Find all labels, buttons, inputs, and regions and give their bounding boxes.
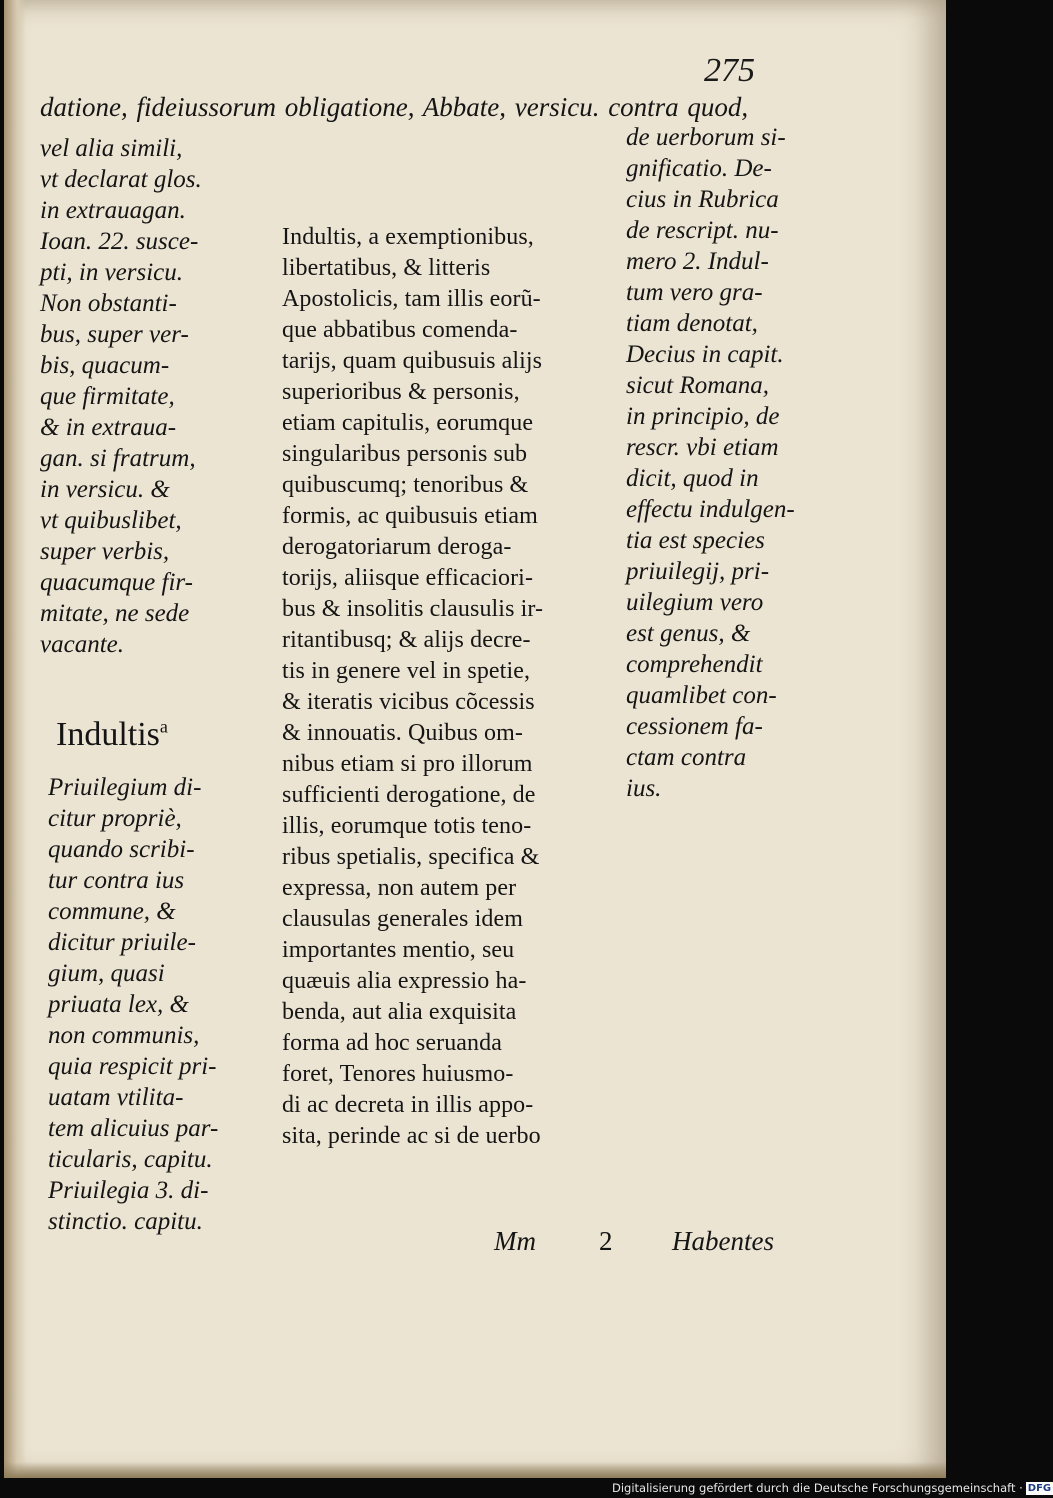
text-line: & innouatis. Quibus om- <box>282 720 523 746</box>
text-line: & in extraua- <box>40 414 177 441</box>
text-line: quacumque fir- <box>40 569 193 596</box>
text-line: gan. si fratrum, <box>40 445 196 472</box>
running-head: datione, fideiussorum obligatione, Abbate, versicu. contra quod, <box>40 92 749 122</box>
text-line: dicitur priuile- <box>48 929 196 956</box>
main-text-column <box>282 222 543 1152</box>
text-line: expressa, non autem per <box>282 875 517 901</box>
text-line: sita, perinde ac si de uerbo <box>282 1123 541 1149</box>
text-line: tum vero gra- <box>626 279 763 306</box>
text-line: foret, Tenores huiusmo- <box>282 1061 514 1087</box>
text-line: Ioan. 22. susce- <box>40 228 199 255</box>
text-line: que abbatibus comenda- <box>282 317 518 343</box>
credit-text: Digitalisierung gefördert durch die Deutsche Forschungsgemeinschaft · <box>612 1481 1023 1495</box>
text-line: forma ad hoc seruanda <box>282 1030 502 1056</box>
signature-number: 2 <box>599 1226 613 1256</box>
text-line: ritantibusq; & alijs decre- <box>282 627 531 653</box>
text-line: priuata lex, & <box>48 991 189 1018</box>
text-line: sufficienti derogatione, de <box>282 782 536 808</box>
text-line: uatam vtilita- <box>48 1084 184 1111</box>
text-line: & iteratis vicibus cõcessis <box>282 689 535 715</box>
text-line: comprehendit <box>626 651 763 678</box>
text-line: singularibus personis sub <box>282 441 528 467</box>
left-gloss-bottom <box>48 772 218 1237</box>
text-line: ius. <box>626 775 662 802</box>
text-line: quibuscumq; tenoribus & <box>282 472 529 498</box>
text-line: bus, super ver- <box>40 321 189 348</box>
text-line: cius in Rubrica <box>626 186 779 213</box>
text-line: tia est species <box>626 527 765 554</box>
text-line: priuilegij, pri- <box>626 558 770 585</box>
text-line: Priuilegium di- <box>48 774 202 801</box>
text-line: Non obstanti- <box>40 290 177 317</box>
text-line: gium, quasi <box>48 960 165 987</box>
text-line: in principio, de <box>626 403 780 430</box>
text-line: effectu indulgen- <box>626 496 795 523</box>
text-line: mero 2. Indul- <box>626 248 769 275</box>
text-line: clausulas generales idem <box>282 906 523 932</box>
text-line: Apostolicis, tam illis eorũ- <box>282 286 541 312</box>
text-line: super verbis, <box>40 538 170 565</box>
text-line: dicit, quod in <box>626 465 759 492</box>
text-line: mitate, ne sede <box>40 600 190 627</box>
text-line: torijs, aliisque efficaciori- <box>282 565 534 591</box>
text-line: tur contra ius <box>48 867 185 894</box>
right-gloss-column <box>626 122 795 804</box>
signature-mark: Mm <box>494 1226 536 1256</box>
page-number: 275 <box>704 52 755 89</box>
book-page <box>4 0 946 1478</box>
text-line: benda, aut alia exquisita <box>282 999 517 1025</box>
text-line: commune, & <box>48 898 176 925</box>
text-line: importantes mentio, seu <box>282 937 515 963</box>
text-line: sicut Romana, <box>626 372 770 399</box>
text-line: tarijs, quam quibusuis alijs <box>282 348 543 374</box>
text-line: non communis, <box>48 1022 200 1049</box>
heading-text: Indultis <box>56 716 160 753</box>
text-line: bus & insolitis clausulis ir- <box>282 596 544 622</box>
text-line: tis in genere vel in spetie, <box>282 658 531 684</box>
text-line: quamlibet con- <box>626 682 777 709</box>
text-line: gnificatio. De- <box>626 155 772 182</box>
text-line: de uerborum si- <box>626 124 786 151</box>
text-line: libertatibus, & litteris <box>282 255 491 281</box>
text-line: superioribus & personis, <box>282 379 520 405</box>
text-line: etiam capitulis, eorumque <box>282 410 534 436</box>
text-line: quando scribi- <box>48 836 195 863</box>
text-line: tem alicuius par- <box>48 1115 219 1142</box>
text-line: nibus etiam si pro illorum <box>282 751 533 777</box>
text-line: pti, in versicu. <box>40 259 184 286</box>
section-heading <box>56 716 168 754</box>
text-line: vt declarat glos. <box>40 166 202 193</box>
text-line: Priuilegia 3. di- <box>48 1177 209 1204</box>
dfg-logo: DFG <box>1027 1483 1052 1494</box>
text-line: citur propriè, <box>48 805 182 832</box>
text-line: de rescript. nu- <box>626 217 779 244</box>
text-line: vacante. <box>40 631 124 658</box>
page-bottom-edge <box>4 1462 946 1478</box>
text-line: uilegium vero <box>626 589 764 616</box>
footnote-marker: a <box>159 716 168 737</box>
text-line: tiam denotat, <box>626 310 758 337</box>
text-line: stinctio. capitu. <box>48 1208 203 1235</box>
text-line: in extrauagan. <box>40 197 186 224</box>
page-gutter-shadow <box>4 0 26 1478</box>
text-line: ribus spetialis, specifica & <box>282 844 540 870</box>
digitization-credit <box>612 1478 1052 1498</box>
text-line: formis, ac quibusuis etiam <box>282 503 538 529</box>
text-line: est genus, & <box>626 620 751 647</box>
text-line: bis, quacum- <box>40 352 170 379</box>
text-line: in versicu. & <box>40 476 170 503</box>
catchword: Habentes <box>672 1226 774 1256</box>
text-line: vel alia simili, <box>40 135 183 162</box>
text-line: derogatoriarum deroga- <box>282 534 512 560</box>
left-gloss-top <box>40 133 202 660</box>
text-line: di ac decreta in illis appo- <box>282 1092 534 1118</box>
text-line: quæuis alia expressio ha- <box>282 968 527 994</box>
text-line: que firmitate, <box>40 383 175 410</box>
text-line: quia respicit pri- <box>48 1053 217 1080</box>
text-line: Decius in capit. <box>626 341 784 368</box>
text-line: cessionem fa- <box>626 713 763 740</box>
text-line: illis, eorumque totis teno- <box>282 813 532 839</box>
text-line: ctam contra <box>626 744 747 771</box>
text-line: rescr. vbi etiam <box>626 434 779 461</box>
text-line: Indultis, a exemptionibus, <box>282 224 534 250</box>
text-line: ticularis, capitu. <box>48 1146 213 1173</box>
text-line: vt quibuslibet, <box>40 507 182 534</box>
